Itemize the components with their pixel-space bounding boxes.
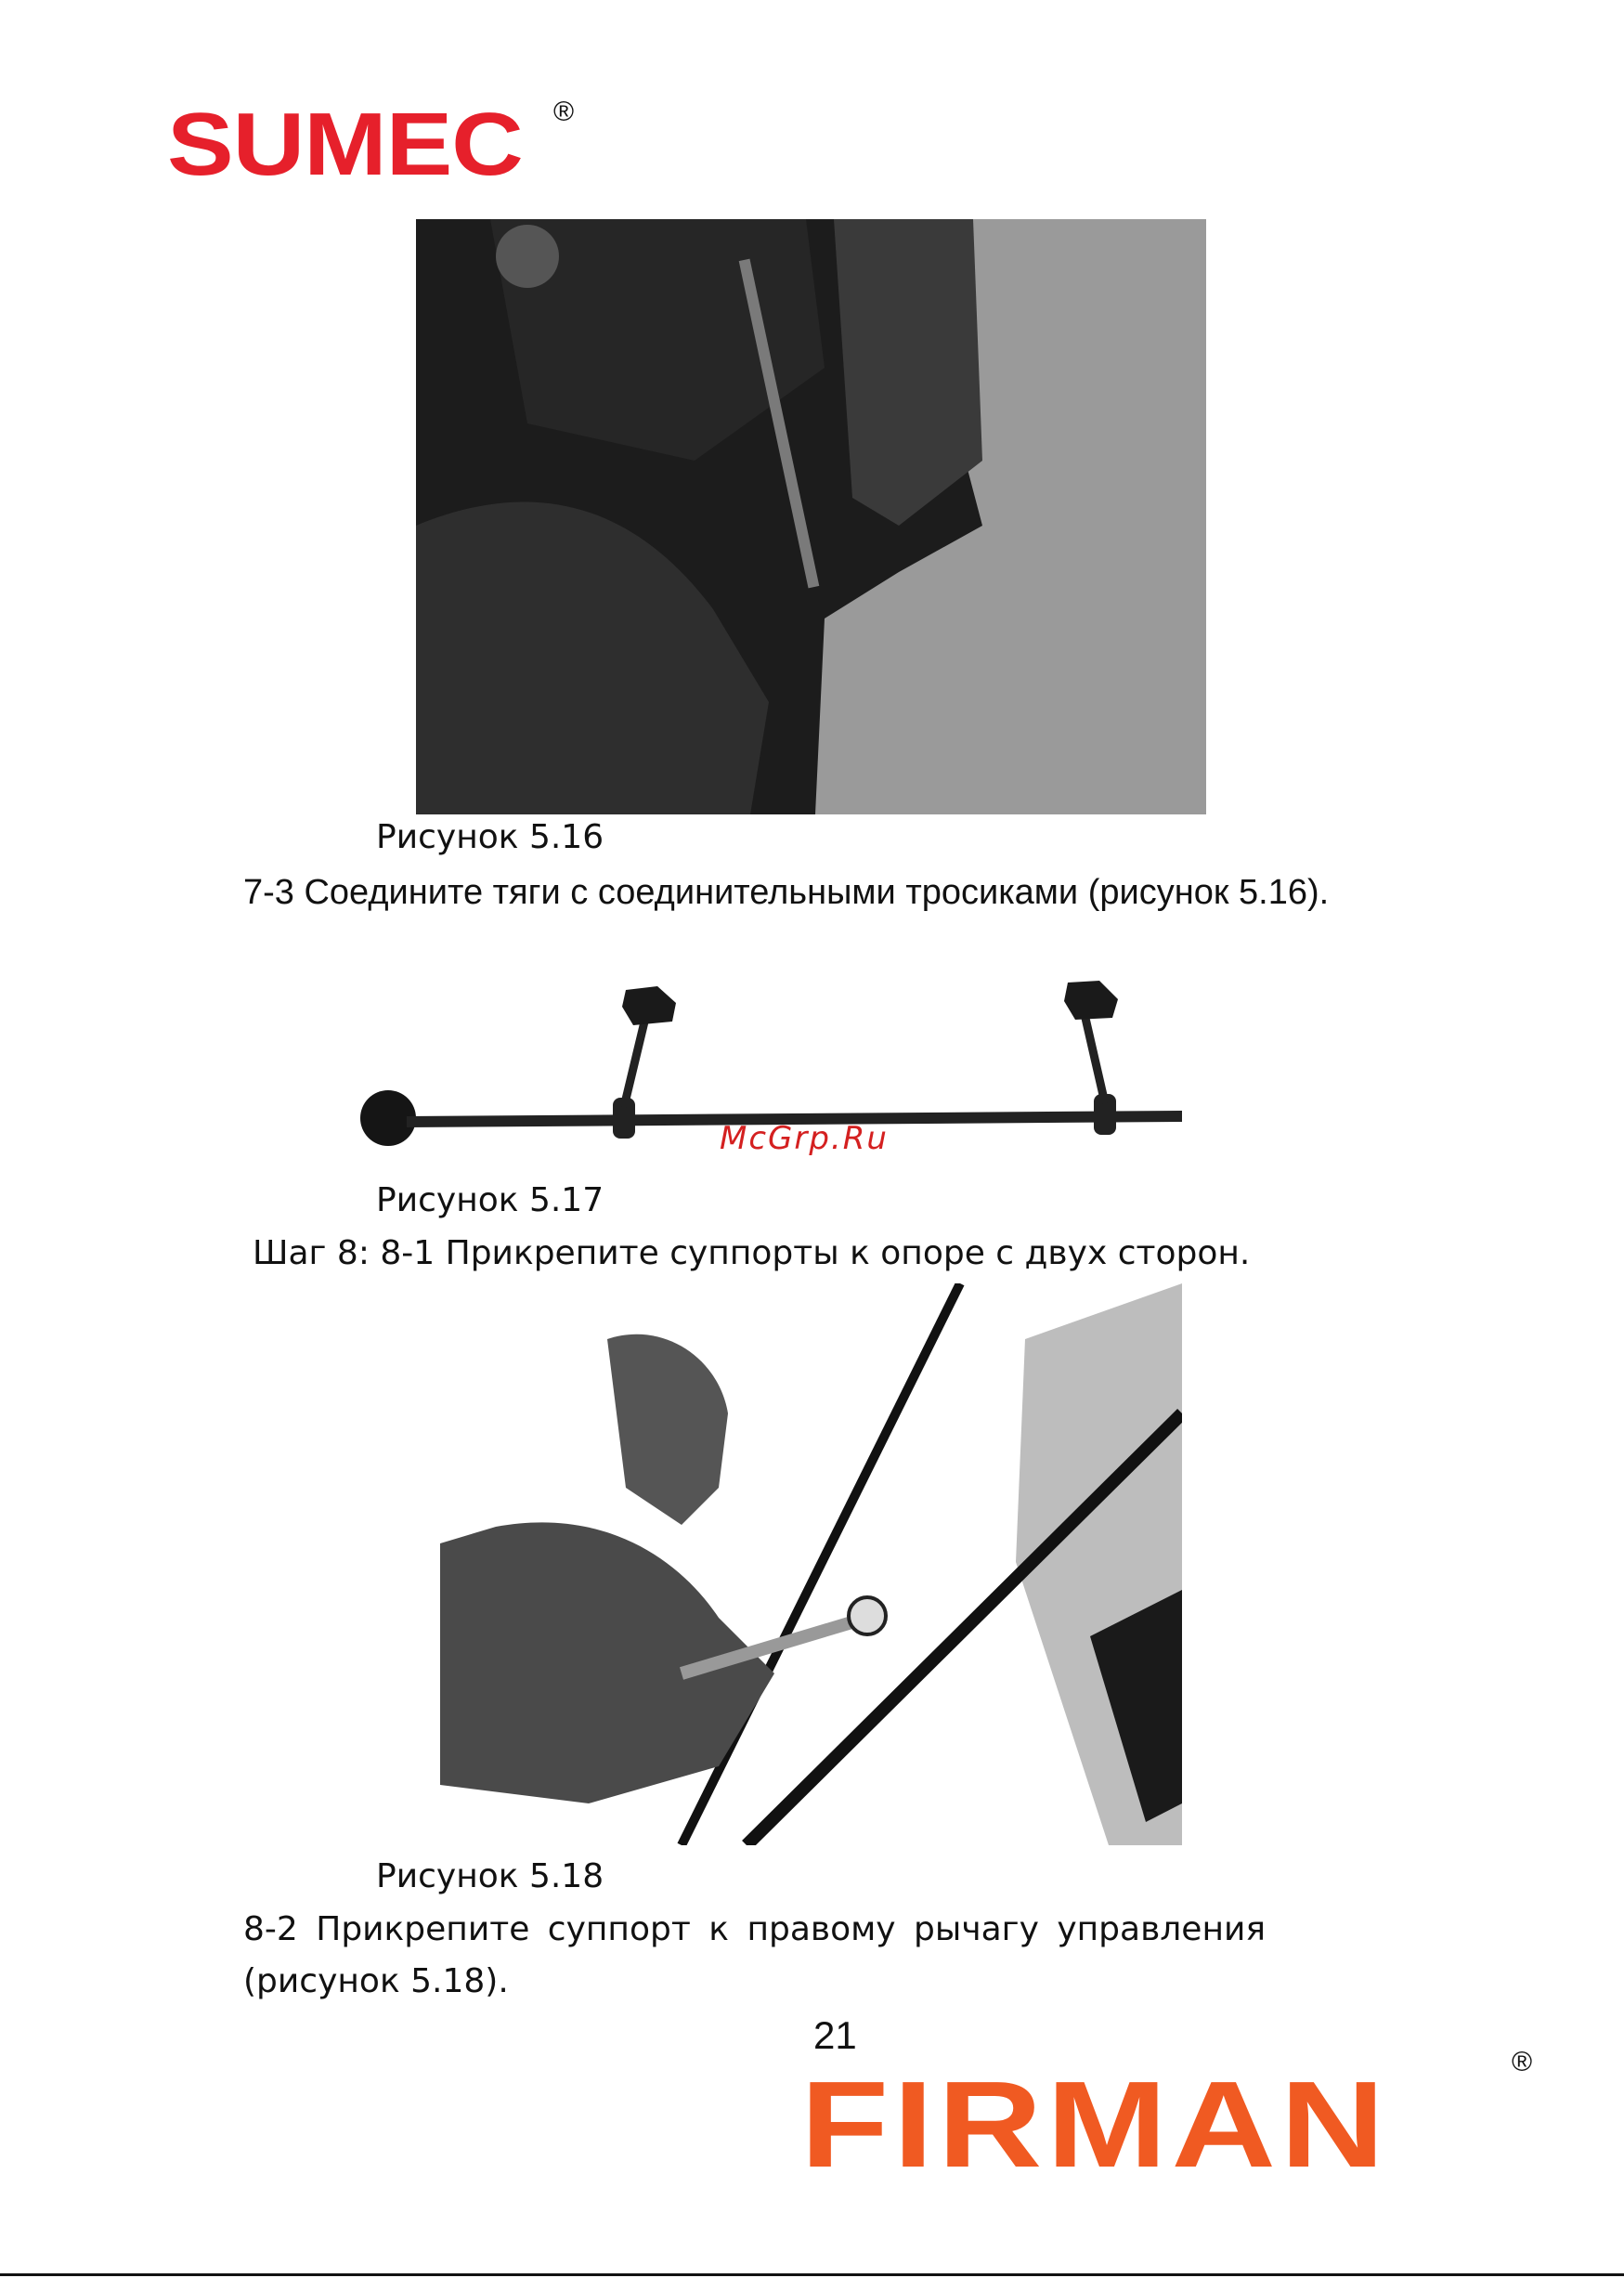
gloved-hands-cable-illustration	[416, 219, 1206, 814]
figure-5-18-photo	[440, 1283, 1182, 1845]
sumec-logo: SUMEC	[167, 95, 523, 194]
figure-5-18-caption: Рисунок 5.18	[376, 1857, 604, 1895]
watermark: McGrp.Ru	[720, 1120, 889, 1157]
page-number: 21	[813, 2013, 857, 2057]
gloved-hands-wrench-illustration	[440, 1283, 1182, 1845]
figure-5-18-instruction-line2: (рисунок 5.18).	[243, 1962, 509, 2000]
firman-logo: FIRMAN	[800, 2056, 1389, 2193]
figure-5-16-caption: Рисунок 5.16	[376, 818, 604, 856]
figure-5-16-photo	[416, 219, 1206, 814]
figure-5-18-instruction-line1: 8-2 Прикрепите суппорт к правому рычагу управления	[243, 1910, 1267, 1948]
sumec-registered-mark: ®	[553, 97, 575, 127]
figure-5-16-instruction: 7-3 Соедините тяги с соединительными тросиками (рисунок 5.16).	[243, 873, 1330, 912]
figure-5-17-instruction: Шаг 8: 8-1 Прикрепите суппорты к опоре с двух сторон.	[253, 1234, 1251, 1272]
bottom-rule	[0, 2273, 1624, 2276]
figure-5-17-caption: Рисунок 5.17	[376, 1181, 604, 1219]
firman-registered-mark: ®	[1512, 2047, 1533, 2077]
